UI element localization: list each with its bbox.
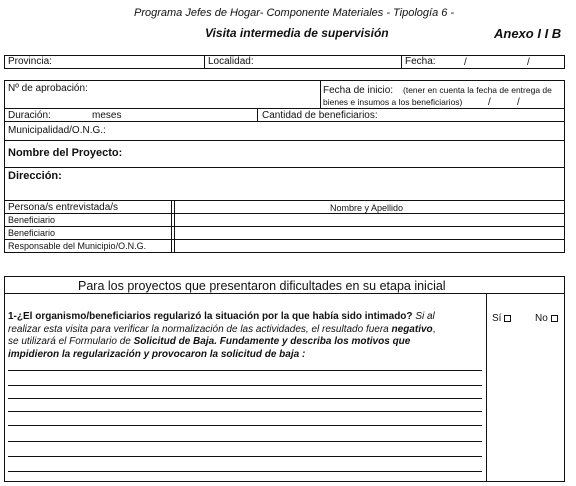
- persons-row-label: Beneficiario: [8, 228, 56, 238]
- no-option[interactable]: [535, 314, 558, 324]
- fecha-inicio-label: Fecha de inicio:: [323, 85, 394, 96]
- fecha-separator: /: [527, 57, 530, 68]
- fecha-inicio-separator: /: [488, 97, 491, 108]
- cantidad-beneficiarios-label: Cantidad de beneficiarios:: [262, 110, 378, 121]
- duracion-input[interactable]: [56, 109, 90, 120]
- answer-textarea[interactable]: [8, 362, 482, 478]
- municipalidad-input[interactable]: [112, 123, 562, 138]
- duracion-label: Duración:: [8, 110, 51, 121]
- difficulties-title: Para los proyectos que presentaron dificultades en su etapa inicial: [78, 279, 446, 293]
- provincia-input[interactable]: [60, 56, 202, 68]
- persons-row-label: Responsable del Municipio/O.N.G.: [8, 241, 147, 251]
- question-1-italic: Si al: [415, 311, 435, 322]
- meses-label: meses: [92, 110, 122, 121]
- question-1-bold: impidieron la regularización y provocaron la solicitud de baja :: [8, 348, 306, 360]
- fecha-inicio-input[interactable]: [470, 96, 562, 107]
- question-1-italic: realizar esta visita para verificar la normalización de las actividades, el resultado fuera: [8, 323, 389, 335]
- municipalidad-label: Municipalidad/O.N.G.:: [8, 125, 106, 136]
- annex-label: Anexo I I B: [494, 26, 562, 41]
- question-1-italic: se utilizará el Formulario de: [8, 336, 131, 347]
- question-1: 1-¿El organismo/beneficiarios regularizó la situación por la que había sido intimado? Si al realizar esta visita para verificar la normalización de las actividades, el resultado fuera negativo, se utilizará el Formulario de Solicitud de Baja. Fundamente y describa los motivos que impidieron la regularización y provocaron la solicitud de baja :: [8, 311, 436, 360]
- fecha-inicio-separator: /: [517, 97, 520, 108]
- fecha-separator: /: [464, 57, 467, 68]
- fecha-inicio-note: bienes e insumos a los beneficiarios): [323, 97, 463, 107]
- persons-header-right: Nombre y Apellido: [330, 203, 404, 213]
- aprobacion-input[interactable]: [90, 82, 316, 106]
- localidad-input[interactable]: [262, 56, 399, 68]
- nombre-proyecto-input[interactable]: [125, 143, 562, 165]
- yes-checkbox-icon[interactable]: [504, 315, 511, 322]
- direccion-input[interactable]: [66, 170, 562, 198]
- direccion-label: Dirección:: [8, 170, 62, 182]
- aprobacion-label: Nº de aprobación:: [8, 83, 88, 94]
- question-1-bold: . Fundamente y describa los motivos que: [214, 336, 411, 347]
- localidad-label: Localidad:: [208, 56, 254, 67]
- fecha-label: Fecha:: [405, 56, 436, 67]
- solicitud-baja-emphasis: Solicitud de Baja: [133, 336, 215, 347]
- persons-row-label: Beneficiario: [8, 215, 56, 225]
- no-checkbox-icon[interactable]: [551, 315, 558, 322]
- cantidad-beneficiarios-input[interactable]: [388, 109, 562, 120]
- fecha-inicio-note: (tener en cuenta la fecha de entrega de: [403, 85, 552, 95]
- negativo-emphasis: negativo: [391, 323, 433, 335]
- provincia-label: Provincia:: [8, 56, 52, 67]
- persons-header-left: Persona/s entrevistada/s: [8, 202, 119, 213]
- form-title: Visita intermedia de supervisión: [205, 26, 389, 40]
- yes-label: Sí: [492, 313, 502, 324]
- yes-option[interactable]: [492, 314, 511, 324]
- person-name-input[interactable]: [176, 227, 562, 238]
- person-name-input[interactable]: [176, 240, 562, 252]
- person-name-input[interactable]: [176, 214, 562, 225]
- program-title: Programa Jefes de Hogar- Componente Materiales - Tipología 6 -: [134, 7, 455, 19]
- no-label: No: [535, 313, 548, 324]
- question-1-bold: 1-¿El organismo/beneficiarios regularizó la situación por la que había sido intimado?: [8, 311, 413, 322]
- nombre-proyecto-label: Nombre del Proyecto:: [8, 147, 123, 159]
- fecha-input[interactable]: [440, 56, 562, 68]
